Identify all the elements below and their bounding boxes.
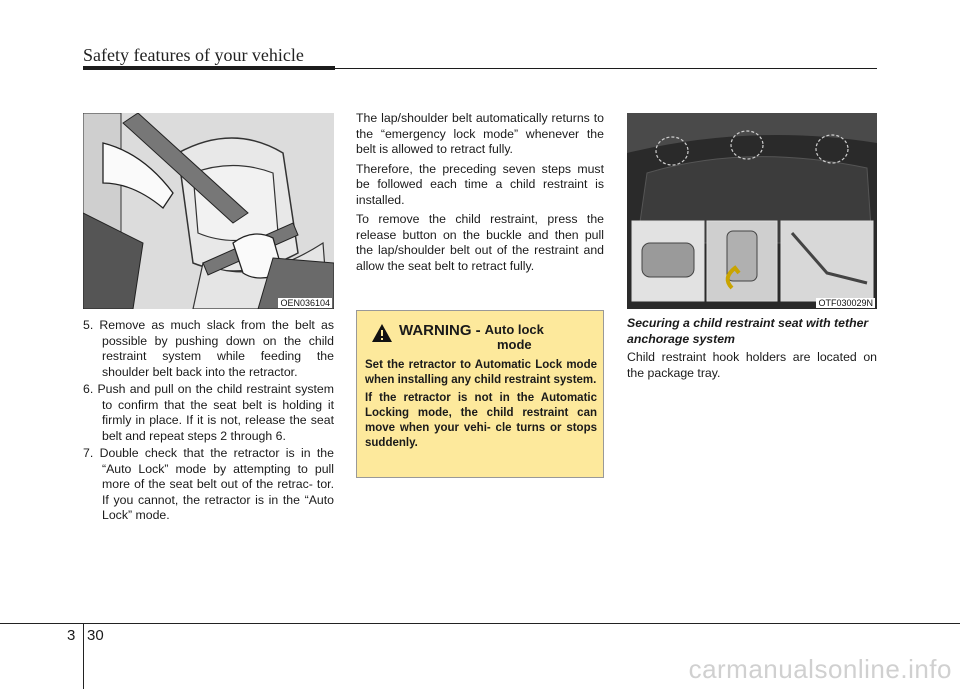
page-header-title: Safety features of your vehicle bbox=[83, 45, 304, 65]
tether-anchorage-drawing bbox=[627, 113, 877, 309]
installation-steps-list bbox=[83, 318, 334, 526]
footer-divider bbox=[83, 624, 84, 689]
warning-triangle-icon bbox=[371, 323, 393, 343]
tether-body-text: Child restraint hook holders are located on the package tray. bbox=[627, 350, 877, 380]
paragraph-seven-steps: Therefore, the preceding seven steps must be followed each time a child restraint is installed. bbox=[356, 161, 604, 207]
warning-subject-line2: mode bbox=[496, 337, 532, 352]
header-rule-thin bbox=[335, 68, 877, 69]
header-rule bbox=[83, 66, 335, 70]
warning-heading bbox=[371, 322, 544, 352]
paragraph-emergency-lock: The lap/shoulder belt automatically returns to the “emergency lock mode” whenever the belt is allowed to retract fully. bbox=[356, 111, 604, 156]
step-6: 6. Push and pull on the child restraint system to confirm that the seat belt is holding it firmly in place. If it is not, release the seat belt and repeat steps 2 through 6. bbox=[83, 382, 334, 443]
warning-body bbox=[365, 358, 597, 454]
watermark-text: carmanualsonline.info bbox=[688, 654, 952, 684]
footer-rule bbox=[0, 623, 960, 624]
step-5: 5. Remove as much slack from the belt as possible by pushing down on the child restraint system while feeding the shoulder belt back into the retractor. bbox=[83, 318, 334, 379]
chapter-number: 3 bbox=[67, 627, 76, 644]
figure-code-right: OTF030029N bbox=[818, 298, 873, 308]
paragraph-remove-restraint: To remove the child restraint, press the release button on the buckle and then pull the lap/shoulder belt out of the restraint and allow the seat belt to retract fully. bbox=[356, 212, 604, 273]
middle-column-text bbox=[356, 111, 604, 278]
warning-box bbox=[356, 310, 604, 478]
warning-label: WARNING - bbox=[399, 322, 481, 339]
tether-anchorage-photo bbox=[627, 113, 877, 309]
child-seat-belt-drawing bbox=[83, 113, 334, 309]
warning-subject bbox=[485, 322, 544, 352]
child-seat-belt-illustration bbox=[83, 113, 334, 309]
figure-code-left: OEN036104 bbox=[280, 298, 330, 308]
page-number: 30 bbox=[87, 627, 104, 644]
warning-paragraph-2: If the retractor is not in the Automatic Locking mode, the child restraint can move when your vehi- cle turns or stops suddenly. bbox=[365, 392, 597, 449]
tether-subheading: Securing a child restraint seat with tether anchorage system bbox=[627, 316, 869, 346]
warning-paragraph-1: Set the retractor to Automatic Lock mode when installing any child restraint system. bbox=[365, 359, 597, 386]
right-column-text bbox=[627, 316, 877, 381]
step-7: 7. Double check that the retractor is in the “Auto Lock” mode by attempting to pull more of the seat belt out of the retrac- tor. If you cannot, the retractor is in the “Auto Lock” mode. bbox=[83, 446, 334, 522]
warning-subject-line1: Auto lock bbox=[484, 322, 544, 337]
